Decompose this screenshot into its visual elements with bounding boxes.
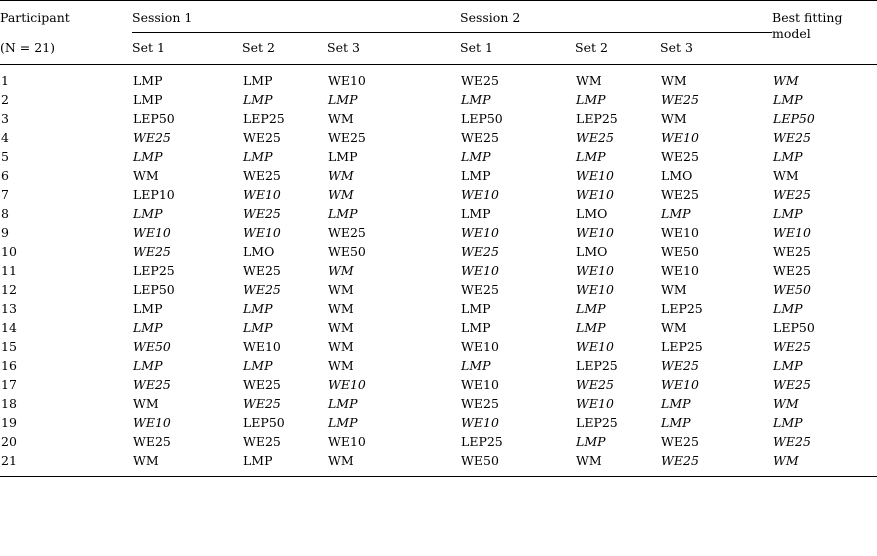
cell-s2-set3: WE10: [661, 263, 699, 278]
header-participant-count: (N = 21): [0, 39, 56, 55]
cell-s2-set2: LEP25: [576, 111, 618, 126]
cell-s1-set2: WE25: [243, 263, 281, 278]
participant-id: 4: [1, 130, 9, 145]
cell-s1-set3: LMP: [328, 92, 358, 107]
cell-s2-set3: WE25: [661, 434, 699, 449]
participant-id: 17: [1, 377, 17, 392]
participant-id: 20: [1, 434, 17, 449]
cell-best-fitting-model: WE25: [773, 434, 811, 449]
cell-best-fitting-model: WE25: [773, 130, 811, 145]
table-row: [0, 318, 877, 337]
cell-s1-set3: WM: [328, 358, 354, 373]
table-row: [0, 166, 877, 185]
table-row: [0, 185, 877, 204]
cell-s2-set1: WE50: [461, 453, 499, 468]
table-row: [0, 261, 877, 280]
cell-s1-set1: LMP: [133, 149, 163, 164]
cell-s2-set2: LMP: [576, 434, 606, 449]
header-participant: Participant: [0, 10, 70, 25]
cell-s2-set2: WE10: [576, 282, 614, 297]
cell-s2-set1: WE25: [461, 282, 499, 297]
cell-s2-set2: LEP25: [576, 415, 618, 430]
cell-s2-set3: LEP25: [661, 301, 703, 316]
header-row-groups: [0, 1, 877, 33]
cell-s1-set1: LMP: [133, 92, 163, 107]
cell-best-fitting-model: WE25: [773, 339, 811, 354]
cell-s1-set3: WM: [328, 111, 354, 126]
cell-s2-set1: LMP: [461, 149, 491, 164]
cell-s2-set3: WE25: [661, 453, 699, 468]
participant-id: 14: [1, 320, 17, 335]
cell-best-fitting-model: WE25: [773, 263, 811, 278]
cell-s1-set3: WE10: [328, 73, 366, 88]
cell-s2-set3: WM: [661, 73, 687, 88]
cell-s2-set3: WE10: [661, 225, 699, 240]
participant-id: 7: [1, 187, 9, 202]
cell-s1-set3: WM: [328, 168, 354, 183]
cell-s2-set3: LMP: [661, 396, 691, 411]
cell-s2-set1: LEP50: [461, 111, 503, 126]
cell-s1-set2: WE25: [243, 377, 281, 392]
cell-s2-set3: WM: [661, 282, 687, 297]
cell-s1-set1: LMP: [133, 320, 163, 335]
cell-s1-set2: WE25: [243, 168, 281, 183]
cell-best-fitting-model: WE25: [773, 377, 811, 392]
cell-s1-set3: WE25: [328, 225, 366, 240]
cell-s1-set1: WE25: [133, 244, 171, 259]
cell-s2-set1: WE10: [461, 187, 499, 202]
cell-s2-set2: LMP: [576, 320, 606, 335]
table-row: [0, 432, 877, 451]
cell-s2-set2: LMP: [576, 92, 606, 107]
cell-s2-set2: WE10: [576, 225, 614, 240]
cell-best-fitting-model: LMP: [773, 206, 803, 221]
participant-id: 21: [1, 453, 17, 468]
cell-s1-set1: WE25: [133, 377, 171, 392]
table-row: [0, 413, 877, 432]
participant-id: 15: [1, 339, 17, 354]
cell-s1-set3: LMP: [328, 206, 358, 221]
participant-id: 1: [1, 73, 9, 88]
cell-s2-set1: LMP: [461, 301, 491, 316]
cell-s1-set1: LEP50: [133, 111, 175, 126]
cell-s1-set3: WE10: [328, 434, 366, 449]
header-s2-set2: Set 2: [575, 40, 608, 55]
cell-s2-set1: WE25: [461, 244, 499, 259]
header-s2-set1: Set 1: [460, 40, 493, 55]
cell-s1-set3: WM: [328, 339, 354, 354]
participant-id: 3: [1, 111, 9, 126]
participant-id: 11: [1, 263, 17, 278]
header-best-fitting-line2: model: [772, 25, 811, 41]
cell-s2-set3: LEP25: [661, 339, 703, 354]
table-body: [0, 65, 877, 477]
table-row: [0, 128, 877, 147]
cell-s1-set2: WE10: [243, 187, 281, 202]
header-session-2: Session 2: [460, 1, 772, 33]
cell-best-fitting-model: LEP50: [773, 111, 815, 126]
cell-best-fitting-model: LMP: [773, 415, 803, 430]
table-row: [0, 337, 877, 356]
cell-s1-set2: LMP: [243, 301, 273, 316]
header-s2-set3: Set 3: [660, 40, 693, 55]
cell-s2-set3: WE25: [661, 92, 699, 107]
cell-best-fitting-model: WM: [773, 396, 799, 411]
cell-s2-set3: WE10: [661, 377, 699, 392]
cell-s2-set3: LMP: [661, 206, 691, 221]
cell-s2-set3: WM: [661, 320, 687, 335]
cell-best-fitting-model: WE50: [773, 282, 811, 297]
header-s1-set3: Set 3: [327, 40, 360, 55]
table-row: [0, 109, 877, 128]
cell-s1-set1: WE50: [133, 339, 171, 354]
cell-s1-set3: LMP: [328, 415, 358, 430]
cell-s2-set2: WE10: [576, 187, 614, 202]
cell-best-fitting-model: WM: [773, 73, 799, 88]
cell-s2-set1: LMP: [461, 206, 491, 221]
cell-s1-set1: WE10: [133, 225, 171, 240]
cell-best-fitting-model: WE10: [773, 225, 811, 240]
cell-s2-set1: LMP: [461, 358, 491, 373]
cell-s1-set3: WE50: [328, 244, 366, 259]
cell-s2-set1: LMP: [461, 92, 491, 107]
cell-s2-set2: LMO: [576, 244, 608, 259]
cell-best-fitting-model: WM: [773, 168, 799, 183]
cell-best-fitting-model: LMP: [773, 92, 803, 107]
cell-s1-set3: LMP: [328, 149, 358, 164]
cell-s2-set2: LMO: [576, 206, 608, 221]
cell-s1-set3: LMP: [328, 396, 358, 411]
cell-s1-set2: LMP: [243, 149, 273, 164]
cell-s1-set2: WE25: [243, 206, 281, 221]
header-row-sets: [0, 33, 877, 65]
cell-s2-set2: LMP: [576, 149, 606, 164]
cell-s1-set1: LEP10: [133, 187, 175, 202]
table-row: [0, 375, 877, 394]
cell-s1-set2: LEP25: [243, 111, 285, 126]
cell-s1-set2: WE25: [243, 130, 281, 145]
cell-s2-set3: WE25: [661, 187, 699, 202]
cell-s2-set2: LEP25: [576, 358, 618, 373]
table-row: [0, 451, 877, 477]
cell-s1-set1: LMP: [133, 358, 163, 373]
participant-id: 5: [1, 149, 9, 164]
cell-s1-set1: WE25: [133, 130, 171, 145]
cell-s1-set3: WM: [328, 320, 354, 335]
cell-s1-set1: WM: [133, 168, 159, 183]
cell-s2-set3: WE25: [661, 358, 699, 373]
cell-s1-set3: WM: [328, 263, 354, 278]
cell-best-fitting-model: LEP50: [773, 320, 815, 335]
cell-s1-set3: WE25: [328, 130, 366, 145]
participant-id: 19: [1, 415, 17, 430]
cell-s1-set2: WE25: [243, 396, 281, 411]
participant-id: 6: [1, 168, 9, 183]
cell-s2-set3: WM: [661, 111, 687, 126]
cell-s2-set2: WM: [576, 453, 602, 468]
cell-s1-set2: WE10: [243, 339, 281, 354]
cell-s1-set1: LEP50: [133, 282, 175, 297]
cell-s2-set1: WE25: [461, 73, 499, 88]
cell-s2-set3: LMP: [661, 415, 691, 430]
cell-s1-set3: WM: [328, 301, 354, 316]
cell-s1-set1: WM: [133, 453, 159, 468]
cell-s1-set2: LMO: [243, 244, 275, 259]
cell-s1-set3: WE10: [328, 377, 366, 392]
cell-best-fitting-model: LMP: [773, 149, 803, 164]
cell-s1-set2: WE10: [243, 225, 281, 240]
cell-s2-set1: WE10: [461, 339, 499, 354]
header-session-1: Session 1: [132, 1, 460, 33]
cell-s2-set2: WE25: [576, 377, 614, 392]
cell-s2-set1: WE10: [461, 415, 499, 430]
cell-s1-set1: WE25: [133, 434, 171, 449]
cell-s1-set1: WM: [133, 396, 159, 411]
cell-s1-set3: WM: [328, 453, 354, 468]
cell-s1-set1: LEP25: [133, 263, 175, 278]
participant-id: 9: [1, 225, 9, 240]
participant-id: 2: [1, 92, 9, 107]
cell-s2-set1: WE25: [461, 396, 499, 411]
table-row: [0, 356, 877, 375]
cell-s1-set3: WM: [328, 187, 354, 202]
participant-id: 8: [1, 206, 9, 221]
table-row: [0, 147, 877, 166]
table-row: [0, 280, 877, 299]
cell-s2-set1: WE10: [461, 377, 499, 392]
cell-s1-set2: LMP: [243, 92, 273, 107]
cell-s2-set1: LMP: [461, 320, 491, 335]
cell-s2-set2: WE10: [576, 168, 614, 183]
cell-best-fitting-model: WE25: [773, 187, 811, 202]
table-row: [0, 242, 877, 261]
cell-s2-set2: WE25: [576, 130, 614, 145]
table-row: [0, 65, 877, 91]
cell-s2-set3: WE50: [661, 244, 699, 259]
cell-s2-set2: WM: [576, 73, 602, 88]
table-row: [0, 204, 877, 223]
cell-s2-set1: WE10: [461, 263, 499, 278]
header-best-fitting-model: [772, 1, 877, 65]
cell-s2-set3: WE25: [661, 149, 699, 164]
cell-s2-set1: LMP: [461, 168, 491, 183]
cell-s1-set2: LMP: [243, 358, 273, 373]
cell-best-fitting-model: WM: [773, 453, 799, 468]
cell-s2-set2: WE10: [576, 263, 614, 278]
table-row: [0, 223, 877, 242]
cell-s2-set3: WE10: [661, 130, 699, 145]
cell-s1-set2: WE25: [243, 282, 281, 297]
header-s1-set1: Set 1: [132, 40, 165, 55]
participant-id: 10: [1, 244, 17, 259]
cell-best-fitting-model: WE25: [773, 244, 811, 259]
participant-id: 13: [1, 301, 17, 316]
cell-s1-set1: WE10: [133, 415, 171, 430]
cell-s1-set2: WE25: [243, 434, 281, 449]
cell-s1-set2: LMP: [243, 320, 273, 335]
cell-s1-set2: LMP: [243, 453, 273, 468]
cell-best-fitting-model: LMP: [773, 301, 803, 316]
cell-s1-set3: WM: [328, 282, 354, 297]
cell-s1-set1: LMP: [133, 301, 163, 316]
cell-s2-set1: LEP25: [461, 434, 503, 449]
cell-s1-set1: LMP: [133, 73, 163, 88]
table-row: [0, 394, 877, 413]
participant-id: 18: [1, 396, 17, 411]
table-header: [0, 1, 877, 65]
header-s1-set2: Set 2: [242, 40, 275, 55]
cell-s1-set1: LMP: [133, 206, 163, 221]
cell-s2-set3: LMO: [661, 168, 693, 183]
table-row: [0, 90, 877, 109]
cell-s2-set2: WE10: [576, 396, 614, 411]
header-best-fitting-line1: Best fitting: [772, 10, 843, 25]
cell-s2-set1: WE25: [461, 130, 499, 145]
cell-best-fitting-model: LMP: [773, 358, 803, 373]
participant-id: 16: [1, 358, 17, 373]
participant-id: 12: [1, 282, 17, 297]
cell-s2-set2: WE10: [576, 339, 614, 354]
cell-s2-set2: LMP: [576, 301, 606, 316]
cell-s2-set1: WE10: [461, 225, 499, 240]
cell-s1-set2: LMP: [243, 73, 273, 88]
cell-s1-set2: LEP50: [243, 415, 285, 430]
table-row: [0, 299, 877, 318]
